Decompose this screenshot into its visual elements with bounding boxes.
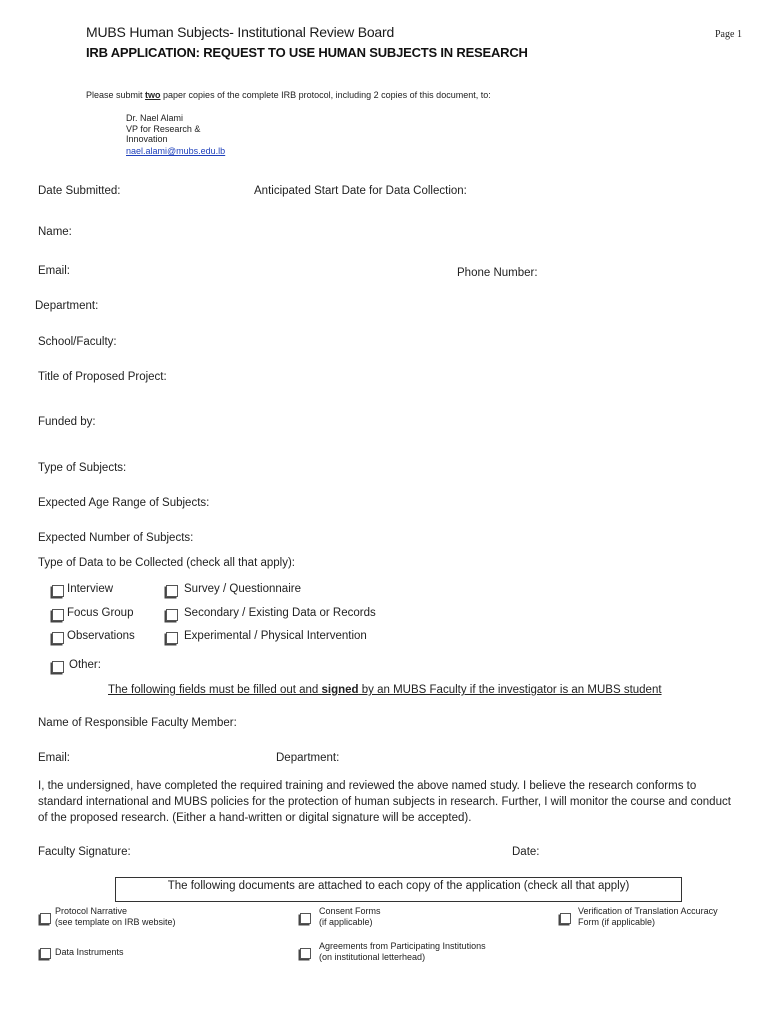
- instructions-emphasis: two: [145, 90, 161, 100]
- consent-forms-line1: Consent Forms: [319, 906, 381, 916]
- institution-agreements-line2: (on institutional letterhead): [319, 952, 426, 962]
- faculty-notice: [108, 684, 662, 696]
- faculty-notice-emphasis: signed: [321, 684, 359, 696]
- faculty-statement: I, the undersigned, have completed the required training and reviewed the above named study. I believe the research conforms to standard international and MUBS policies for the protection of human subjects in research. Further, I will monitor the course and conduct of the proposed research. (Either a hand-written or digital signature will be accepted).: [38, 780, 731, 824]
- focus-group-label: Focus Group: [67, 607, 134, 619]
- interview-checkbox[interactable]: [52, 585, 64, 597]
- responsible-faculty-label: Name of Responsible Faculty Member:: [38, 717, 237, 729]
- contact-name: Dr. Nael Alami: [126, 113, 184, 123]
- faculty-notice-suffix: by an MUBS Faculty if the investigator is an MUBS student: [358, 684, 662, 696]
- age-range-label: Expected Age Range of Subjects:: [38, 497, 210, 509]
- anticipated-start-label: Anticipated Start Date for Data Collection:: [254, 185, 467, 197]
- data-type-label: Type of Data to be Collected (check all that apply):: [38, 557, 295, 569]
- school-label: School/Faculty:: [38, 336, 117, 348]
- translation-verification-line1: Verification of Translation Accuracy: [578, 906, 718, 916]
- department-label: Department:: [35, 300, 99, 312]
- observations-checkbox[interactable]: [52, 632, 64, 644]
- secondary-data-checkbox[interactable]: [166, 609, 178, 621]
- page-number: Page 1: [715, 29, 742, 40]
- subject-count-label: Expected Number of Subjects:: [38, 532, 194, 544]
- contact-email-link[interactable]: nael.alami@mubs.edu.lb: [126, 146, 226, 156]
- consent-forms-label: [319, 906, 381, 928]
- observations-label: Observations: [67, 630, 135, 642]
- institution-agreements-line1: Agreements from Participating Institutions: [319, 941, 486, 951]
- instructions-suffix: paper copies of the complete IRB protocol, including 2 copies of this document, to:: [160, 90, 491, 100]
- attachments-header: The following documents are attached to each copy of the application (check all that apply): [167, 880, 630, 892]
- name-label: Name:: [38, 226, 72, 238]
- translation-verification-label: [578, 906, 718, 928]
- faculty-department-label: Department:: [276, 752, 340, 764]
- faculty-signature-label: Faculty Signature:: [38, 846, 131, 858]
- translation-verification-line2: Form (if applicable): [578, 917, 656, 927]
- protocol-narrative-line1: Protocol Narrative: [55, 906, 128, 916]
- submission-instructions: [86, 90, 491, 100]
- form-title: IRB APPLICATION: REQUEST TO USE HUMAN SUBJECTS IN RESEARCH: [86, 45, 528, 60]
- other-label: Other:: [69, 659, 101, 671]
- faculty-notice-prefix: The following fields must be filled out and: [108, 684, 322, 696]
- phone-label: Phone Number:: [457, 267, 538, 279]
- faculty-date-label: Date:: [512, 846, 540, 858]
- consent-forms-line2: (if applicable): [319, 917, 373, 927]
- data-instruments-label: Data Instruments: [55, 947, 124, 957]
- date-submitted-label: Date Submitted:: [38, 185, 121, 197]
- email-label: Email:: [38, 265, 70, 277]
- institution-agreements-label: [319, 941, 486, 963]
- attachments-header-box: [115, 877, 682, 902]
- secondary-data-label: Secondary / Existing Data or Records: [184, 607, 376, 619]
- faculty-email-label: Email:: [38, 752, 70, 764]
- other-checkbox[interactable]: [52, 661, 64, 673]
- org-title: MUBS Human Subjects- Institutional Review Board: [86, 24, 395, 40]
- instructions-prefix: Please submit: [86, 90, 146, 100]
- focus-group-checkbox[interactable]: [52, 609, 64, 621]
- consent-forms-checkbox[interactable]: [300, 913, 311, 924]
- contact-title-line2: Innovation: [126, 134, 168, 144]
- data-instruments-checkbox[interactable]: [40, 948, 51, 959]
- translation-verification-checkbox[interactable]: [560, 913, 571, 924]
- project-title-label: Title of Proposed Project:: [38, 371, 167, 383]
- funded-by-label: Funded by:: [38, 416, 96, 428]
- institution-agreements-checkbox[interactable]: [300, 948, 311, 959]
- interview-label: Interview: [67, 583, 114, 595]
- survey-checkbox[interactable]: [166, 585, 178, 597]
- contact-title-line1: VP for Research &: [126, 124, 201, 134]
- protocol-narrative-checkbox[interactable]: [40, 913, 51, 924]
- survey-label: Survey / Questionnaire: [184, 583, 301, 595]
- protocol-narrative-line2: (see template on IRB website): [55, 917, 176, 927]
- experimental-checkbox[interactable]: [166, 632, 178, 644]
- experimental-label: Experimental / Physical Intervention: [184, 630, 367, 642]
- protocol-narrative-label: [55, 906, 176, 928]
- subject-type-label: Type of Subjects:: [38, 462, 127, 474]
